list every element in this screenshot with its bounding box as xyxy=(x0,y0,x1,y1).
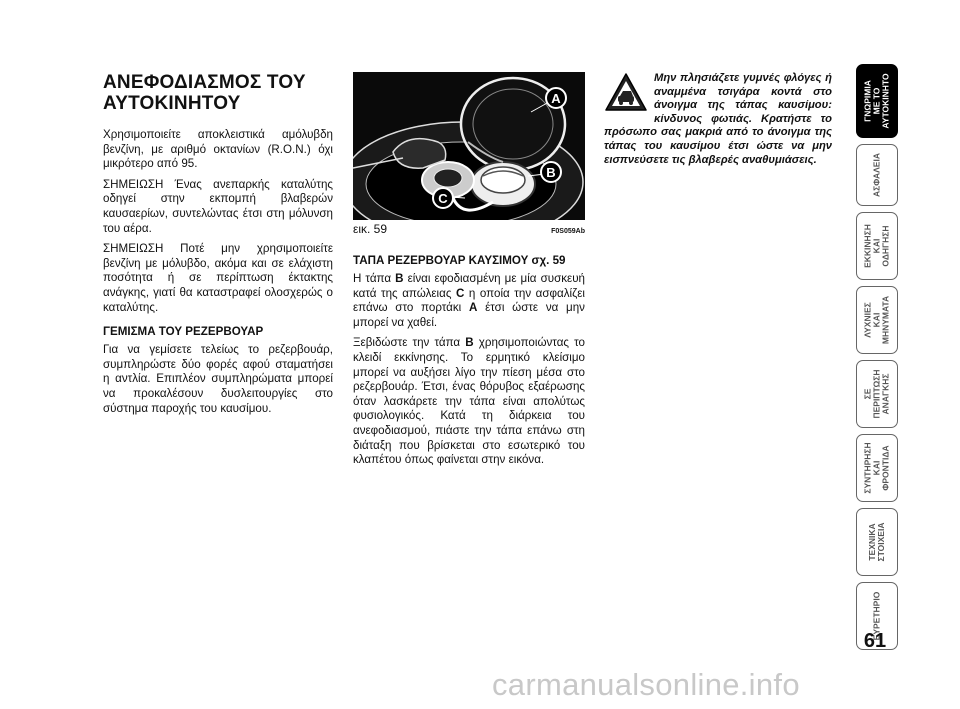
catalyst-note-paragraph: ΣΗΜΕΙΩΣΗ Ένας ανεπαρκής καταλύτης οδηγεί στην εκπομπή βλαβερών καυσαερίων, συντελώντας έτσι στη μόλυνση του αέρα. xyxy=(103,177,333,235)
ref-a: A xyxy=(468,301,478,315)
callout-b-label: B xyxy=(546,165,556,180)
middle-column xyxy=(353,72,585,474)
tab-label: ΣΥΝΤΗΡΗΣΗ ΚΑΙ ΦΡΟΝΤΙΔΑ xyxy=(862,442,891,494)
figure-caption-row xyxy=(353,222,585,236)
page-title-line2: ΑΥΤΟΚΙΝΗΤΟΥ xyxy=(103,93,241,114)
callout-a-label: A xyxy=(551,91,561,106)
section-tabs xyxy=(856,64,896,656)
tab-getting-to-know-car[interactable] xyxy=(856,64,898,138)
page-title-line1: ΑΝΕΦΟΔΙΑΣΜΟΣ ΤΟΥ xyxy=(103,72,306,93)
tab-label: ΕΥΡΕΤΗΡΙΟ xyxy=(871,591,882,641)
fuel-cap-paragraph-2 xyxy=(353,336,585,467)
warning-box xyxy=(604,72,832,167)
text-run: Η τάπα xyxy=(353,272,396,285)
filling-tank-heading: ΓΕΜΙΣΜΑ ΤΟΥ ΡΕΖΕΡΒΟΥΑΡ xyxy=(103,325,264,339)
tab-label: ΕΚΚΙΝΗΣΗ ΚΑΙ ΟΔΗΓΗΣΗ xyxy=(862,224,891,268)
right-column xyxy=(604,72,832,167)
filling-tank-paragraph: Για να γεμίσετε τελείως το ρεζερβουάρ, συμπληρώστε δύο φορές αφού σταματήσει η αντλία. Επιπλέον συμπληρώματα μπορεί να προκαλέσουν δυσλειτουργίες στο σύστημα παροχής του καυσίμου. xyxy=(103,343,333,415)
text-run: είναι εφοδιασμένη με μία συσκευή κατά της απώλειας xyxy=(353,272,585,300)
tab-warning-lights[interactable] xyxy=(856,286,898,354)
tab-label: ΛΥΧΝΙΕΣ ΚΑΙ ΜΗΝΥΜΑΤΑ xyxy=(862,295,891,345)
text-run: έτσι ώστε να μην μπορεί να χαθεί. xyxy=(353,301,585,329)
fuel-cap-heading: ΤΑΠΑ ΡΕΖΕΡΒΟΥΑΡ ΚΑΥΣΙΜΟΥ σχ. 59 xyxy=(353,254,566,267)
figure-code: F0S059Ab xyxy=(551,228,585,235)
page-title xyxy=(103,72,333,114)
figure-caption: εικ. 59 xyxy=(353,222,388,236)
text-run: η οποία την ασφαλίζει επάνω στο πορτάκι xyxy=(353,286,585,315)
tab-maintenance[interactable] xyxy=(856,434,898,502)
tab-label: ΑΣΦΑΛΕΙΑ xyxy=(871,153,882,197)
text-run: χρησιμοποιώντας το κλειδί εκκίνησης. Το ερμητικό κλείσιμο μπορεί να αυξήσει λίγο την πίεση μέσα στο ρεζερβουάρ. Έτσι, ένας θόρυβος εξαέρωσης όταν λασκάρετε την τάπα είναι απολύτως φυσιολογικός. Κατά τη διάρκεια του ανεφοδιασμού, πιάστε την τάπα επάνω στη διάταξη που βρίσκεται στο εσωτερικό του κλαπέτου όπως φαίνεται στην εικόνα. xyxy=(353,336,585,467)
tab-emergency[interactable] xyxy=(856,360,898,428)
tab-technical-specs[interactable] xyxy=(856,508,898,576)
ref-b: B xyxy=(395,272,404,285)
tab-safety[interactable] xyxy=(856,144,898,206)
warning-triangle-icon xyxy=(604,72,648,114)
tab-label: ΤΕΧΝΙΚΑ ΣΤΟΙΧΕΙΑ xyxy=(867,522,886,562)
tab-label: ΓΝΩΡΙΜΙΑ ΜΕ ΤΟ ΑΥΤΟΚΙΝΗΤΟ xyxy=(862,73,891,129)
page-number: 61 xyxy=(863,630,887,652)
left-column xyxy=(103,72,333,422)
fuel-cap-illustration xyxy=(353,72,585,220)
fuel-cap-figure xyxy=(353,72,585,220)
ref-b: B xyxy=(465,336,474,350)
callout-c-label: C xyxy=(438,191,448,206)
leaded-fuel-note-paragraph: ΣΗΜΕΙΩΣΗ Ποτέ μην χρησιμοποιείτε βενζίνη με μόλυβδο, ακόμα και σε ελάχιστη ποσότητα ή σε περίπτωση έκτακτης ανάγκης, γιατί θα καταστραφεί ολοσχερώς ο καταλύτης. xyxy=(103,242,333,314)
fuel-type-paragraph: Χρησιμοποιείτε αποκλειστικά αμόλυβδη βενζίνη, με αριθμό οκτανίων (R.O.N.) όχι μικρότερο από 95. xyxy=(103,128,333,171)
warning-text: Μην πλησιάζετε γυμνές φλόγες ή αναμμένα τσιγάρα κοντά στο άνοιγμα της τάπας καυσίμου: κίνδυνος φωτιάς. Κρατήστε το πρόσωπο σας μακριά από το άνοιγμα της τάπας του καυσίμου έτσι ώστε να μην εισπνεύσετε τις βλαβερές αναθυμιάσεις. xyxy=(604,72,832,166)
tab-starting-driving[interactable] xyxy=(856,212,898,280)
tab-label: ΣΕ ΠΕΡΙΠΤΩΣΗ ΑΝΑΓΚΗΣ xyxy=(862,369,891,419)
watermark: carmanualsonline.info xyxy=(492,667,800,702)
text-run: Ξεβιδώστε την τάπα xyxy=(353,336,466,350)
ref-c: C xyxy=(455,286,465,300)
fuel-cap-paragraph-1 xyxy=(353,272,585,330)
